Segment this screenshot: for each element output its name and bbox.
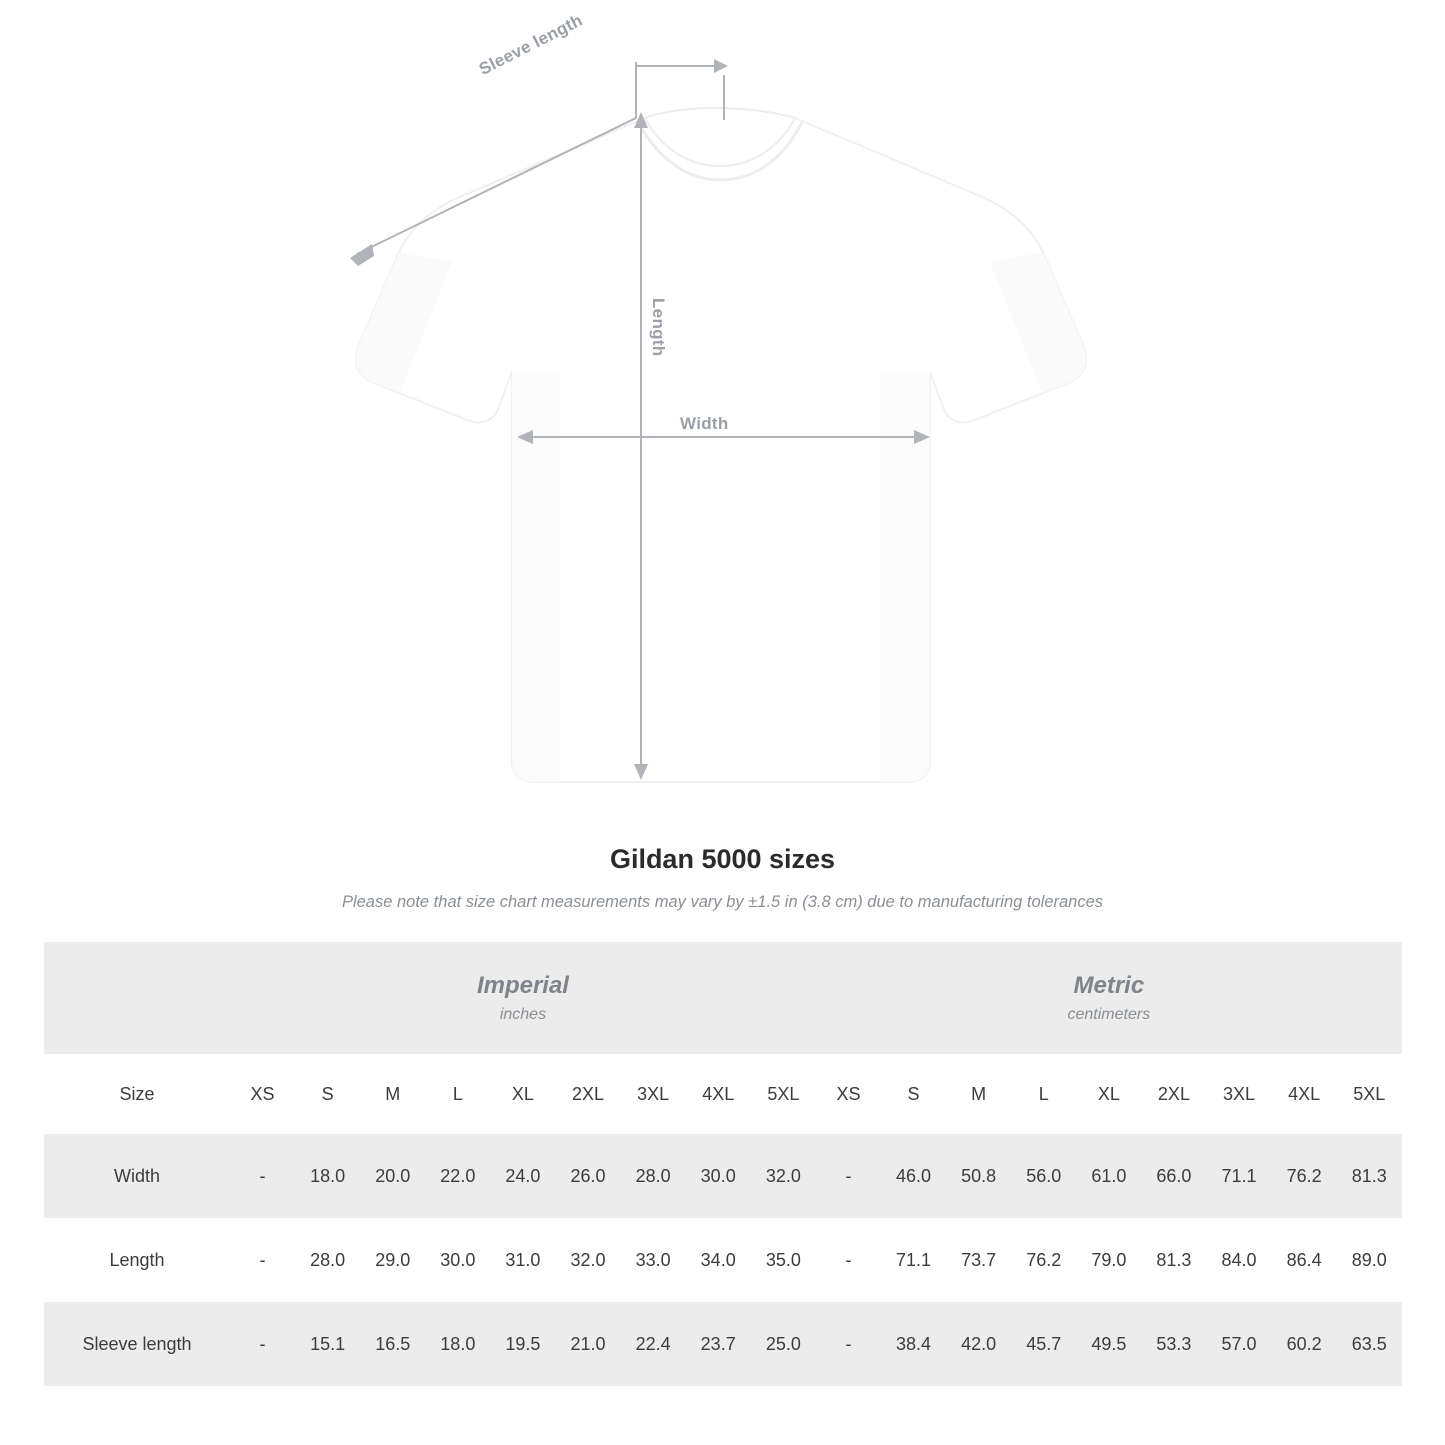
row-label-width: Width [44,1134,230,1218]
cell-sleeve-imperial-xs: - [230,1302,295,1386]
unit-group-metric [816,942,1402,1054]
cell-sleeve-metric-3xl: 57.0 [1206,1302,1271,1386]
unit-header-row [44,942,1402,1054]
cell-sleeve-metric-5xl: 63.5 [1337,1302,1402,1386]
cell-width-metric-s: 46.0 [881,1134,946,1218]
row-label-sleeve-length: Sleeve length [44,1302,230,1386]
cell-length-imperial-2xl: 32.0 [555,1218,620,1302]
cell-length-metric-5xl: 89.0 [1337,1218,1402,1302]
size-table [44,942,1402,1386]
cell-sleeve-imperial-s: 15.1 [295,1302,360,1386]
cell-length-imperial-m: 29.0 [360,1218,425,1302]
cell-width-metric-m: 50.8 [946,1134,1011,1218]
unit-group-imperial-name: Imperial [476,971,569,999]
cell-length-imperial-5xl: 35.0 [751,1218,816,1302]
cell-width-metric-2xl: 66.0 [1141,1134,1206,1218]
size-header-metric-3xl: 3XL [1206,1054,1271,1134]
cell-width-imperial-4xl: 30.0 [686,1134,751,1218]
size-header-imperial-s: S [295,1054,360,1134]
cell-length-imperial-3xl: 33.0 [621,1218,686,1302]
cell-length-metric-4xl: 86.4 [1272,1218,1337,1302]
cell-sleeve-imperial-3xl: 22.4 [621,1302,686,1386]
cell-width-metric-3xl: 71.1 [1206,1134,1271,1218]
size-header-metric-2xl: 2XL [1141,1054,1206,1134]
cell-sleeve-imperial-2xl: 21.0 [555,1302,620,1386]
cell-width-imperial-m: 20.0 [360,1134,425,1218]
size-header-imperial-m: M [360,1054,425,1134]
cell-sleeve-metric-l: 45.7 [1011,1302,1076,1386]
size-header-metric-5xl: 5XL [1337,1054,1402,1134]
cell-width-metric-4xl: 76.2 [1272,1134,1337,1218]
unit-group-imperial-sub: inches [499,1006,547,1024]
sleeve-length-dimension-label: Sleeve length [476,10,586,79]
cell-length-imperial-l: 30.0 [425,1218,490,1302]
size-header-metric-4xl: 4XL [1272,1054,1337,1134]
cell-sleeve-imperial-m: 16.5 [360,1302,425,1386]
cell-length-metric-l: 76.2 [1011,1218,1076,1302]
tshirt-shape [356,108,1086,782]
size-table-wrapper [44,942,1401,1386]
cell-sleeve-imperial-4xl: 23.7 [686,1302,751,1386]
cell-sleeve-imperial-xl: 19.5 [490,1302,555,1386]
cell-width-imperial-s: 18.0 [295,1134,360,1218]
length-dimension-label: Length [649,298,668,357]
cell-width-imperial-3xl: 28.0 [621,1134,686,1218]
size-header-imperial-4xl: 4XL [686,1054,751,1134]
title-block [0,844,1445,912]
table-row [44,1134,1402,1218]
cell-sleeve-metric-2xl: 53.3 [1141,1302,1206,1386]
cell-width-imperial-l: 22.0 [425,1134,490,1218]
cell-length-metric-3xl: 84.0 [1206,1218,1271,1302]
size-header-metric-s: S [881,1054,946,1134]
cell-width-metric-5xl: 81.3 [1337,1134,1402,1218]
cell-sleeve-metric-m: 42.0 [946,1302,1011,1386]
size-header-metric-m: M [946,1054,1011,1134]
cell-length-metric-m: 73.7 [946,1218,1011,1302]
cell-length-metric-2xl: 81.3 [1141,1218,1206,1302]
cell-width-metric-xl: 61.0 [1076,1134,1141,1218]
cell-width-imperial-5xl: 32.0 [751,1134,816,1218]
width-dimension-label: Width [680,414,729,433]
size-header-imperial-xs: XS [230,1054,295,1134]
column-header-size: Size [44,1054,230,1134]
size-header-metric-xs: XS [816,1054,881,1134]
cell-sleeve-imperial-l: 18.0 [425,1302,490,1386]
unit-band-spacer [44,942,230,1054]
cell-width-metric-l: 56.0 [1011,1134,1076,1218]
cell-length-imperial-s: 28.0 [295,1218,360,1302]
cell-sleeve-metric-s: 38.4 [881,1302,946,1386]
size-header-imperial-5xl: 5XL [751,1054,816,1134]
cell-length-metric-xs: - [816,1218,881,1302]
size-header-imperial-2xl: 2XL [555,1054,620,1134]
size-header-metric-xl: XL [1076,1054,1141,1134]
size-header-metric-l: L [1011,1054,1076,1134]
cell-length-metric-s: 71.1 [881,1218,946,1302]
table-row [44,1218,1402,1302]
cell-length-imperial-4xl: 34.0 [686,1218,751,1302]
cell-length-imperial-xl: 31.0 [490,1218,555,1302]
size-header-imperial-l: L [425,1054,490,1134]
tolerance-note: Please note that size chart measurements may vary by ±1.5 in (3.8 cm) due to manufacturing tolerances [341,893,1104,911]
cell-sleeve-imperial-5xl: 25.0 [751,1302,816,1386]
cell-length-imperial-xs: - [230,1218,295,1302]
cell-sleeve-metric-xl: 49.5 [1076,1302,1141,1386]
cell-width-imperial-2xl: 26.0 [555,1134,620,1218]
row-label-length: Length [44,1218,230,1302]
page-title: Gildan 5000 sizes [609,844,836,874]
cell-width-imperial-xl: 24.0 [490,1134,555,1218]
unit-group-imperial [230,942,816,1054]
size-header-row [44,1054,1402,1134]
cell-sleeve-metric-xs: - [816,1302,881,1386]
size-header-imperial-3xl: 3XL [621,1054,686,1134]
table-row [44,1302,1402,1386]
unit-group-metric-name: Metric [1073,971,1145,999]
cell-length-metric-xl: 79.0 [1076,1218,1141,1302]
cell-sleeve-metric-4xl: 60.2 [1272,1302,1337,1386]
cell-width-metric-xs: - [816,1134,881,1218]
size-header-imperial-xl: XL [490,1054,555,1134]
unit-group-metric-sub: centimeters [1067,1006,1151,1024]
cell-width-imperial-xs: - [230,1134,295,1218]
